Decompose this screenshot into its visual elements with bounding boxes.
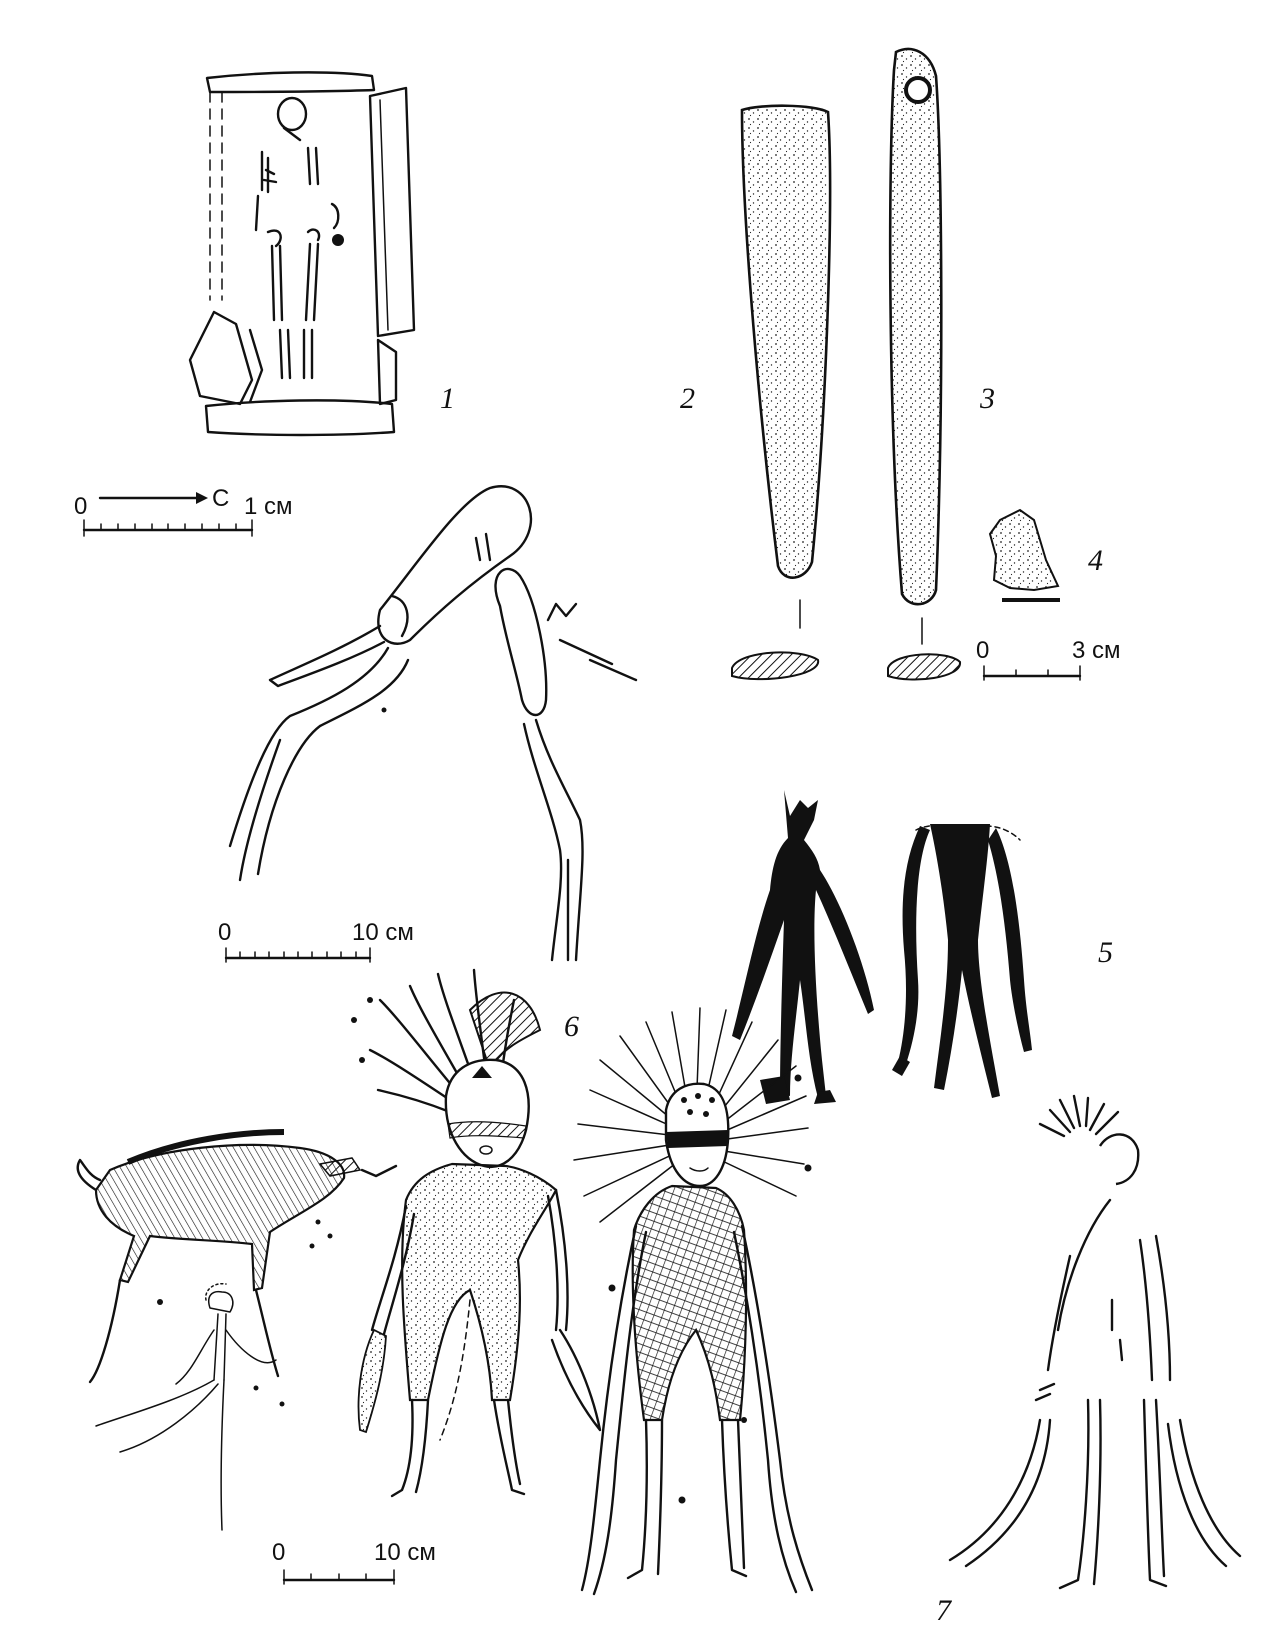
- petroglyph-5: [732, 790, 1032, 1104]
- petroglyph6-scale-bar: [226, 948, 370, 962]
- petroglyph-7-left: [78, 1132, 396, 1530]
- figure-number-4: 4: [1088, 544, 1103, 577]
- petroglyph7-scale-end: 10 см: [374, 1539, 436, 1566]
- grave-scale-zero: 0: [74, 493, 88, 520]
- grave-scale-end: 1 см: [244, 493, 293, 520]
- figure-number-2: 2: [680, 382, 695, 415]
- grave-plan-drawing: [190, 72, 414, 435]
- tools-scale-bar: [984, 666, 1080, 680]
- petroglyph6-scale-zero: 0: [218, 919, 232, 946]
- petroglyph-7-right-figure: [950, 1096, 1240, 1588]
- tools-scale-zero: 0: [976, 637, 990, 664]
- figure-number-3: 3: [980, 382, 995, 415]
- petroglyph-6: [230, 486, 636, 960]
- stone-tool-2: [732, 106, 830, 679]
- petroglyph6-scale-end: 10 см: [352, 919, 414, 946]
- figure-number-1: 1: [440, 382, 455, 415]
- skeleton: [256, 98, 344, 378]
- tools-scale-end: 3 см: [1072, 637, 1121, 664]
- figure-number-6: 6: [564, 1010, 579, 1043]
- petroglyph-7-stippled-figure: [351, 970, 600, 1496]
- figure-number-7: 7: [936, 1594, 951, 1627]
- petroglyph7-scale-zero: 0: [272, 1539, 286, 1566]
- petroglyph7-scale-bar: [284, 1570, 394, 1584]
- north-label: С: [212, 485, 230, 512]
- stone-tool-3: [888, 49, 960, 680]
- figure-number-5: 5: [1098, 936, 1113, 969]
- stone-fragment-4: [990, 510, 1060, 600]
